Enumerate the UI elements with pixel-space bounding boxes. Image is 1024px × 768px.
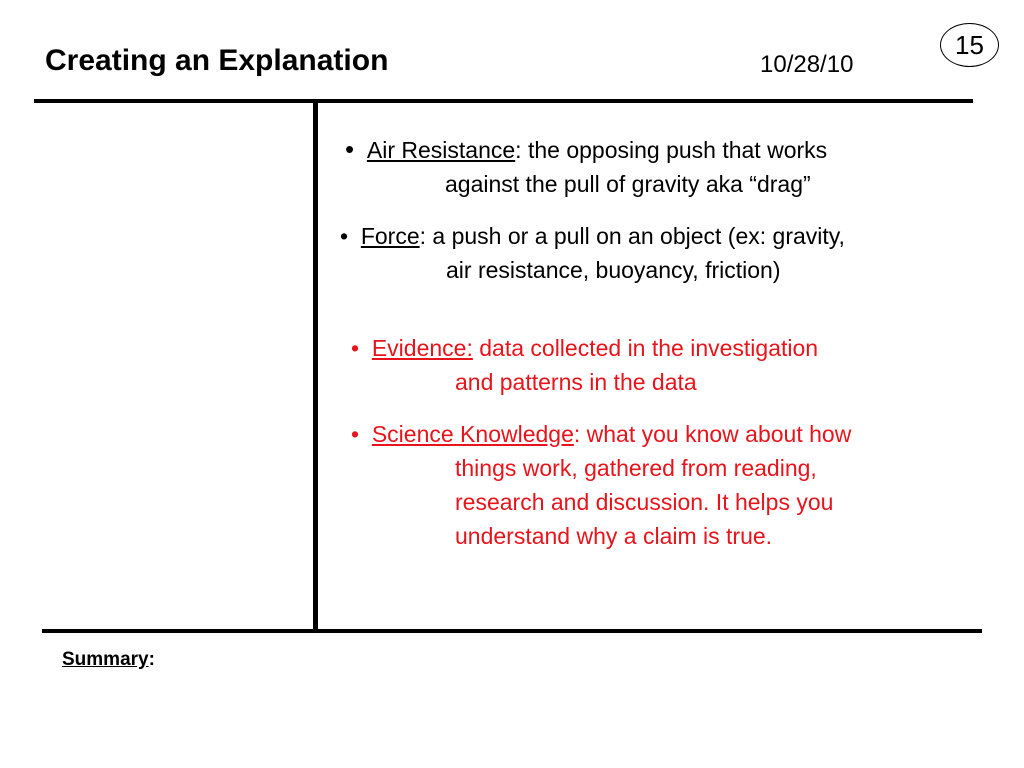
definition-line-2: and patterns in the data xyxy=(455,369,697,395)
date-label: 10/28/10 xyxy=(760,51,854,78)
definition-line-2: air resistance, buoyancy, friction) xyxy=(446,257,781,283)
column-divider xyxy=(313,101,318,631)
page-number: 15 xyxy=(955,29,984,60)
term-science-knowledge: Science Knowledge xyxy=(371,421,574,447)
bullet-icon: • xyxy=(351,421,360,447)
term-air-resistance: Air Resistance xyxy=(366,137,516,163)
term-force: Force xyxy=(360,223,420,249)
note-evidence xyxy=(351,331,818,399)
page-number-badge xyxy=(940,23,999,67)
definition-line-2: things work, gathered from reading, xyxy=(455,455,817,481)
definition-line-1: : what you know about how xyxy=(573,421,852,447)
note-air-resistance xyxy=(345,132,827,201)
note-force xyxy=(340,219,845,287)
definition-line-4: understand why a claim is true. xyxy=(455,523,773,549)
bullet-icon: • xyxy=(345,134,355,164)
term-evidence: Evidence: xyxy=(371,335,473,361)
page-title: Creating an Explanation xyxy=(45,44,389,77)
definition-line-1: : the opposing push that works xyxy=(515,137,828,163)
summary-heading xyxy=(62,649,155,671)
definition-line-2: against the pull of gravity aka “drag” xyxy=(445,171,811,197)
bullet-icon: • xyxy=(340,223,349,249)
note-science-knowledge xyxy=(351,417,851,553)
definition-line-1: data collected in the investigation xyxy=(472,335,819,361)
top-divider xyxy=(34,99,973,103)
summary-colon: : xyxy=(148,649,155,670)
definition-line-3: research and discussion. It helps you xyxy=(455,489,834,515)
bottom-divider xyxy=(42,629,982,633)
definition-line-1: : a push or a pull on an object (ex: gravity, xyxy=(419,223,845,249)
summary-label: Summary xyxy=(62,649,149,670)
bullet-icon: • xyxy=(351,335,360,361)
